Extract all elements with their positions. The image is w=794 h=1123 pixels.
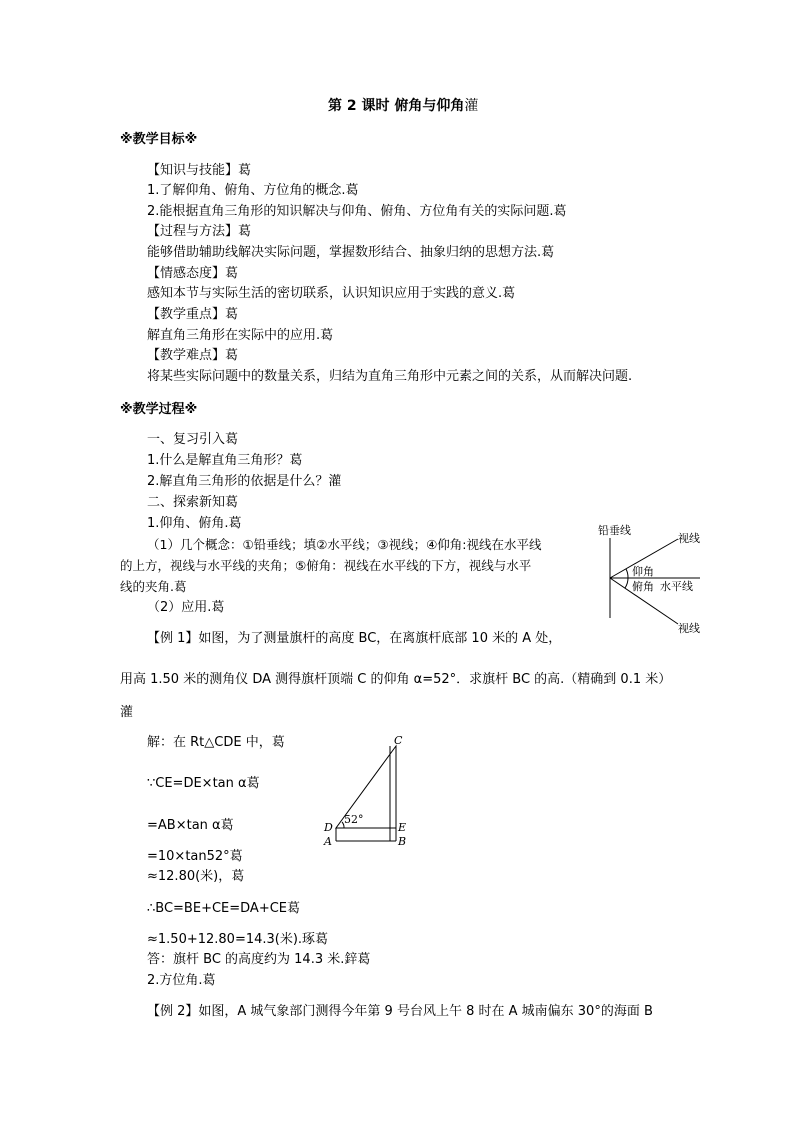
- objective-line: 【情感态度】葛: [147, 266, 239, 281]
- process-line: 1.仰角、俯角.葛: [147, 516, 242, 531]
- solution-line: ∴BC=BE+CE=DA+CE葛: [147, 901, 300, 916]
- sight-down-label: 视线: [678, 622, 700, 635]
- label-d: D: [324, 821, 333, 834]
- objective-line: 1.了解仰角、俯角、方位角的概念.葛: [147, 183, 359, 198]
- label-e: E: [398, 821, 407, 834]
- sight-up-label: 视线: [678, 532, 700, 545]
- solution-line: =10×tan52°葛: [147, 849, 243, 864]
- title-mark: 灌: [464, 98, 479, 114]
- process-line: 2.解直角三角形的依据是什么？灌: [147, 474, 342, 489]
- solution-line: 答：旗杆 BC 的高度约为 14.3 米.鋅葛: [147, 952, 371, 967]
- process-line: 二、探索新知葛: [147, 495, 239, 510]
- example1-line: 用高 1.50 米的测角仪 DA 测得旗杆顶端 C 的仰角 α=52°．求旗杆 BC 的高.（精确到 0.1 米）: [120, 672, 672, 687]
- example1-line: 灌: [120, 705, 134, 720]
- objective-line: 解直角三角形在实际中的应用.葛: [147, 328, 334, 343]
- concept-line: 的上方，视线与水平线的夹角；⑤俯角：视线在水平线的下方，视线与水平: [120, 558, 532, 573]
- solution-line: =AB×tan α葛: [147, 818, 234, 833]
- flagpole-triangle-figure: [318, 732, 418, 852]
- depression-label: 俯角: [632, 580, 654, 593]
- application-line: （2）应用.葛: [147, 600, 225, 615]
- solution-line: ≈1.50+12.80=14.3(米).琢葛: [147, 932, 329, 947]
- objective-line: 感知本节与实际生活的密切联系，认识知识应用于实践的意义.葛: [147, 286, 516, 301]
- plumb-label: 铅垂线: [598, 524, 631, 537]
- objective-line: 【过程与方法】葛: [147, 224, 252, 239]
- label-b: B: [398, 835, 407, 848]
- elevation-depression-figure: [592, 518, 722, 638]
- elevation-label: 仰角: [632, 565, 654, 578]
- solution-line: ∵CE=DE×tan α葛: [147, 776, 260, 791]
- section-process-heading: ※教学过程※: [120, 402, 198, 417]
- objective-line: 将某些实际问题中的数量关系，归结为直角三角形中元素之间的关系，从而解决问题.: [147, 369, 633, 384]
- objective-line: 【知识与技能】葛: [147, 163, 252, 178]
- depression-arc: [625, 578, 628, 588]
- horizontal-label: 水平线: [660, 580, 693, 593]
- title-text: 第 2 课时 俯角与仰角: [328, 98, 465, 114]
- solution-line: 2.方位角.葛: [147, 973, 216, 988]
- angle-label: 52°: [344, 813, 364, 826]
- solution-line: ≈12.80(米)，葛: [147, 869, 245, 884]
- objective-line: 【教学重点】葛: [147, 307, 239, 322]
- concept-line: 线的夹角.葛: [120, 579, 187, 594]
- process-line: 一、复习引入葛: [147, 432, 239, 447]
- example1-line: 【例 1】如图，为了测量旗杆的高度 BC，在离旗杆底部 10 米的 A 处，: [147, 631, 562, 646]
- section-objectives-heading: ※教学目标※: [120, 132, 198, 147]
- objective-line: 能够借助辅助线解决实际问题，掌握数形结合、抽象归纳的思想方法.葛: [147, 245, 555, 260]
- example2-line: 【例 2】如图，A 城气象部门测得今年第 9 号台风上午 8 时在 A 城南偏东 30°的海面 B: [147, 1004, 653, 1019]
- objective-line: 2.能根据直角三角形的知识解决与仰角、俯角、方位角有关的实际问题.葛: [147, 204, 567, 219]
- objective-line: 【教学难点】葛: [147, 348, 239, 363]
- solution-line: 解：在 Rt△CDE 中，葛: [147, 735, 285, 750]
- process-line: 1.什么是解直角三角形？葛: [147, 453, 303, 468]
- label-c: C: [394, 734, 403, 747]
- concept-line: （1）几个概念：①铅垂线；填②水平线；③视线；④仰角:视线在水平线: [147, 537, 542, 552]
- elevation-arc: [626, 569, 628, 578]
- page-title: [328, 98, 478, 114]
- label-a: A: [324, 835, 332, 848]
